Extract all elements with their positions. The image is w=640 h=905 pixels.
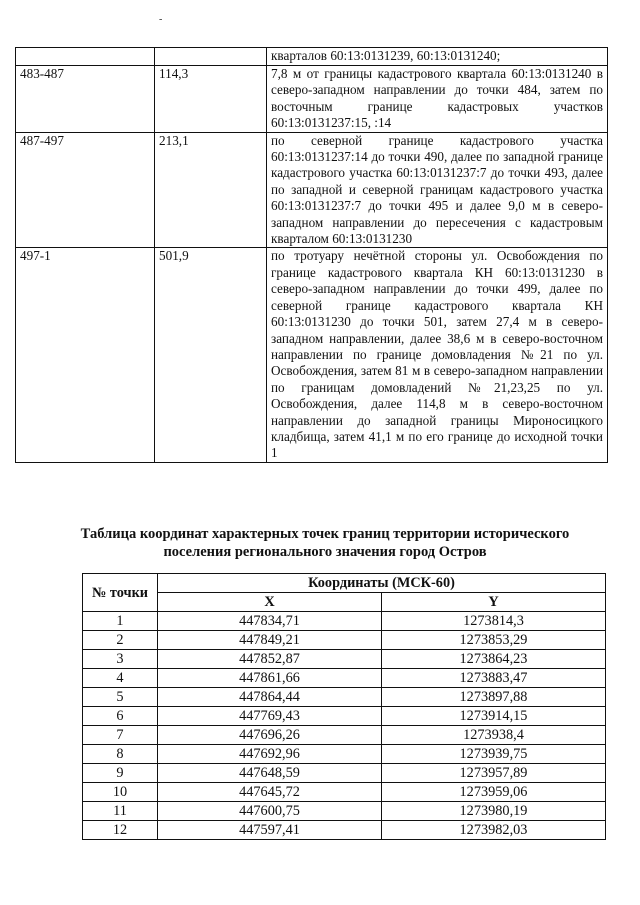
segment-range: 487-497	[16, 132, 155, 248]
header-row	[83, 593, 606, 612]
point-number: 9	[83, 764, 158, 783]
segment-length	[155, 48, 267, 66]
coordinate-y: 1273914,15	[382, 707, 606, 726]
coordinate-y: 1273959,06	[382, 783, 606, 802]
coordinate-x: 447597,41	[158, 821, 382, 840]
segment-description: кварталов 60:13:0131239, 60:13:0131240;	[267, 48, 608, 66]
point-number: 10	[83, 783, 158, 802]
coordinate-x: 447645,72	[158, 783, 382, 802]
segment-description: по северной границе кадастрового участка 60:13:0131237:14 до точки 490, далее по западной границе кадастрового участка 60:13:0131237:7 до точки 493, далее по западной и северной границам кадастрового участка 60:13:0131237:7 до точки 495 и далее 9,0 м в северо-западном направлении до пересечения с кадастровым кварталом 60:13:0131230	[267, 132, 608, 248]
table-row	[16, 132, 608, 248]
coordinate-x: 447692,96	[158, 745, 382, 764]
segment-description: 7,8 м от границы кадастрового квартала 60:13:0131240 в северо-западном направлении до точки 484, затем по восточным границе кадастровых участков 60:13:0131237:15, :14	[267, 66, 608, 133]
coordinate-x: 447648,59	[158, 764, 382, 783]
coordinate-x: 447852,87	[158, 650, 382, 669]
segment-range: 497-1	[16, 248, 155, 462]
table-row	[16, 66, 608, 133]
coordinate-x: 447861,66	[158, 669, 382, 688]
header-row	[83, 574, 606, 593]
coordinate-y: 1273853,29	[382, 631, 606, 650]
table-row	[83, 669, 606, 688]
table-row	[83, 802, 606, 821]
coordinate-y: 1273957,89	[382, 764, 606, 783]
table-row	[83, 764, 606, 783]
header-y: Y	[382, 593, 606, 612]
point-number: 4	[83, 669, 158, 688]
table-row	[83, 726, 606, 745]
coordinate-y: 1273814,3	[382, 612, 606, 631]
boundary-description-table	[15, 47, 608, 463]
table-row	[83, 612, 606, 631]
coordinate-y: 1273883,47	[382, 669, 606, 688]
segment-length: 213,1	[155, 132, 267, 248]
coordinate-y: 1273980,19	[382, 802, 606, 821]
table-row	[83, 707, 606, 726]
point-number: 6	[83, 707, 158, 726]
coordinates-body	[83, 612, 606, 840]
coordinate-x: 447600,75	[158, 802, 382, 821]
segment-length: 114,3	[155, 66, 267, 133]
table-row	[83, 688, 606, 707]
segment-description: по тротуару нечётной стороны ул. Освобождения по границе кадастрового квартала КН 60:13:0131230 в северо-западном направлении до точки 499, далее по северной границе кадастрового квартала КН 60:13:0131230 до точки 501, затем 27,4 м в северо-западном направлении, далее 38,6 м в северо-восточном направлении по границе домовладения №21 по ул. Освобождения, затем 81 м в северо-западном направлении по границам домовладений №21,23,25 по ул. Освобождения, далее 114,8 м в северо-восточном направлении до западной границы Мироносицкого кладбища, затем 41,1 м по его границе до исходной точки 1	[267, 248, 608, 462]
point-number: 7	[83, 726, 158, 745]
segment-range: 483-487	[16, 66, 155, 133]
table-row	[83, 631, 606, 650]
table-row	[83, 821, 606, 840]
point-number: 11	[83, 802, 158, 821]
point-number: 3	[83, 650, 158, 669]
segment-length: 501,9	[155, 248, 267, 462]
point-number: 12	[83, 821, 158, 840]
header-point-number: № точки	[83, 574, 158, 612]
header-x: X	[158, 593, 382, 612]
coordinate-x: 447849,21	[158, 631, 382, 650]
segment-range	[16, 48, 155, 66]
point-number: 8	[83, 745, 158, 764]
point-number: 5	[83, 688, 158, 707]
coordinate-y: 1273982,03	[382, 821, 606, 840]
table-row	[83, 783, 606, 802]
coordinates-table	[82, 573, 606, 840]
point-number: 1	[83, 612, 158, 631]
coordinate-y: 1273864,23	[382, 650, 606, 669]
coordinate-x: 447834,71	[158, 612, 382, 631]
page-mark: -	[159, 14, 163, 25]
coordinate-x: 447769,43	[158, 707, 382, 726]
coordinate-y: 1273938,4	[382, 726, 606, 745]
table-row	[83, 650, 606, 669]
coordinate-x: 447696,26	[158, 726, 382, 745]
coordinates-table-title: Таблица координат характерных точек границ территории исторического поселения регионального значения город Остров	[80, 526, 570, 560]
header-coordinates: Координаты (МСК-60)	[158, 574, 606, 593]
coordinate-x: 447864,44	[158, 688, 382, 707]
table-row	[16, 248, 608, 462]
table-row	[83, 745, 606, 764]
coordinate-y: 1273897,88	[382, 688, 606, 707]
coordinate-y: 1273939,75	[382, 745, 606, 764]
point-number: 2	[83, 631, 158, 650]
table-row	[16, 48, 608, 66]
